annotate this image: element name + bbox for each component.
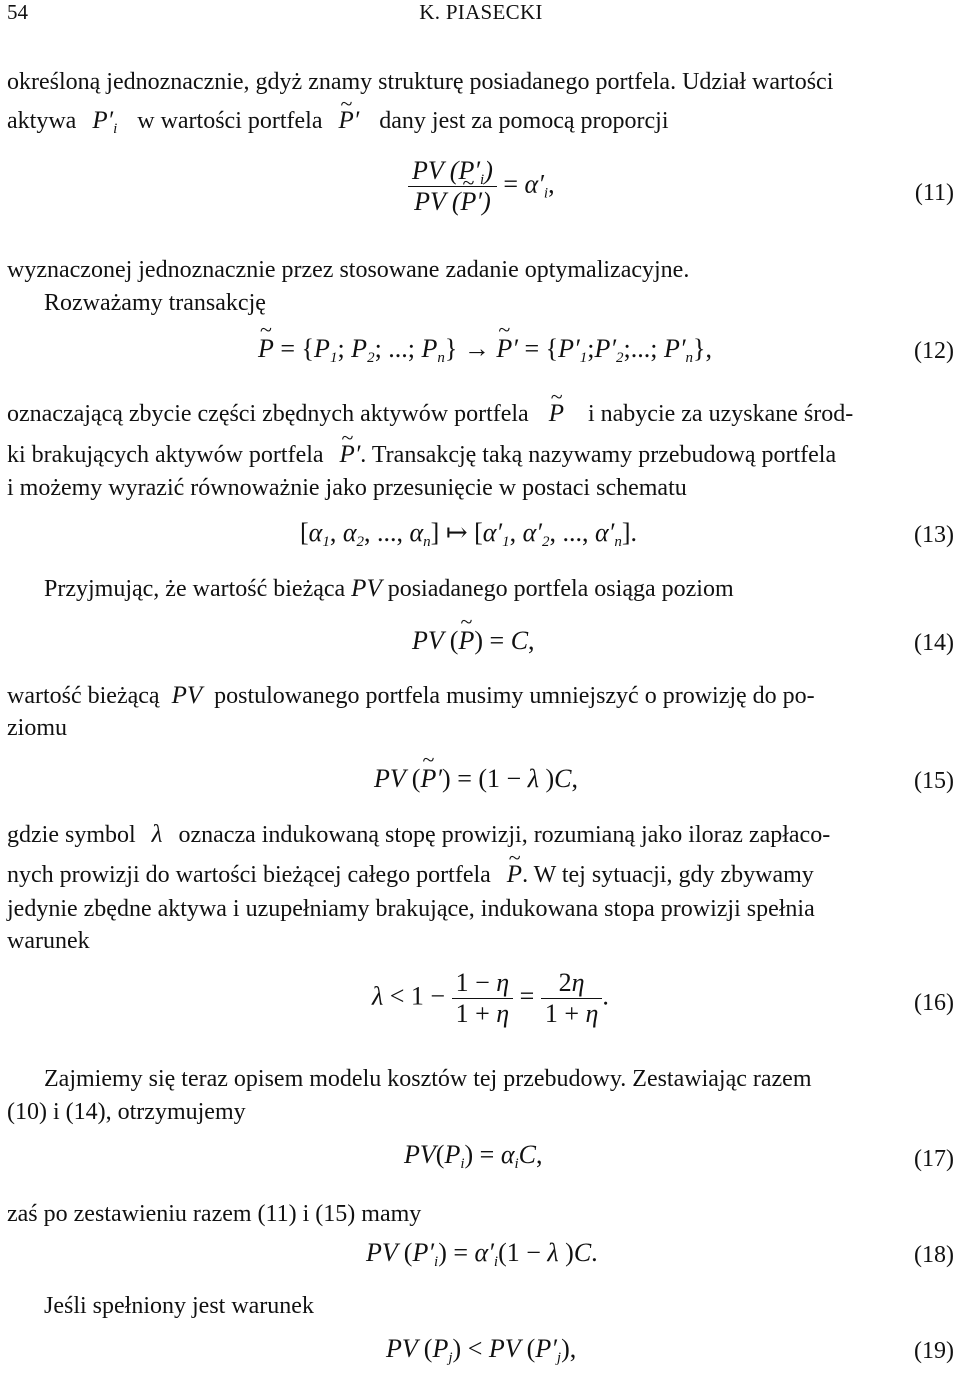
equation-number: (13) xyxy=(914,522,954,548)
text: aktywa xyxy=(7,108,77,134)
equation-12: ~ $P = \{P_1$; $P_2$; ...; $P_n$} → ~ $P' = \{P'_1;P'_2$;...; $P'_n$}, xyxy=(258,334,712,364)
equation-number: (14) xyxy=(914,630,954,656)
page-header xyxy=(7,0,955,26)
text: nych prowizji do wartości bieżącej całego portfela xyxy=(7,862,491,888)
paragraph-line: Zajmiemy się teraz opisem modelu kosztów tej przebudowy. Zestawiając razem xyxy=(44,1066,812,1092)
paragraph-line: zaś po zestawieniu razem (11) i (15) mamy xyxy=(7,1201,422,1227)
paragraph-line: warunek xyxy=(7,928,90,954)
paragraph-line: wyznaczonej jednoznacznie przez stosowane zadanie optymalizacyjne. xyxy=(7,257,690,283)
equation-number: (12) xyxy=(914,338,954,364)
paragraph-line: oznaczającą zbycie części zbędnych aktywów portfela ~ P i nabycie za uzyskane środ- xyxy=(7,398,955,430)
paragraph-line: Jeśli spełniony jest warunek xyxy=(44,1293,314,1319)
equation-13: [$\alpha_1$, $\alpha_2$, ..., $\alpha_n$] ↦ [$\alpha'_1$, $\alpha'_2$, ..., $\alpha'_n$]. xyxy=(300,518,637,550)
paragraph-line: gdzie symbol λ oznacza indukowaną stopę prowizji, rozumianą jako iloraz zapłaco- xyxy=(7,821,831,848)
text: . Transakcję taką nazywamy przebudową portfela xyxy=(360,442,837,468)
equation-number: (16) xyxy=(914,990,954,1016)
equation-19: PV $(P_j)$ < PV $(P'_j)$, xyxy=(386,1334,577,1366)
equation-number: (17) xyxy=(914,1146,954,1172)
text: w wartości portfela xyxy=(137,108,323,134)
text: dany jest za pomocą proporcji xyxy=(379,108,669,134)
text: oznacza indukowaną stopę prowizji, rozumianą jako iloraz zapłaco- xyxy=(178,822,831,848)
text: ki brakujących aktywów portfela xyxy=(7,442,324,468)
equation-14: PV (~ P) = C, xyxy=(412,626,535,656)
text: . W tej sytuacji, gdy zbywamy xyxy=(522,862,814,888)
equation-17: $PV(P_i) = \alpha_iC$, xyxy=(404,1140,543,1172)
equation-15: PV (~ P′) = (1 − λ )C, xyxy=(374,764,578,794)
text: gdzie symbol xyxy=(7,822,136,848)
text: posiadanego portfela osiąga poziom xyxy=(387,576,734,602)
paragraph-line: nych prowizji do wartości bieżącej całego portfela ~ P. W tej sytuacji, gdy zbywamy xyxy=(7,859,955,891)
paragraph-line: Rozważamy transakcję xyxy=(44,290,266,316)
paragraph-line: ki brakujących aktywów portfela ~ P′. Transakcję taką nazywamy przebudową portfela xyxy=(7,439,955,471)
paragraph-line: ziomu xyxy=(7,715,67,741)
equation-number: (18) xyxy=(914,1242,954,1268)
equation-16: λ < 1 − $\frac{1 - \eta}{1 + \eta}$ = $\frac{2\eta}{1 + \eta}$ . xyxy=(372,968,609,1028)
text: i nabycie za uzyskane środ- xyxy=(587,401,854,427)
equation-18: PV $(P'_i) = \alpha'_i(1 - \lambda$ )C. xyxy=(366,1238,598,1270)
paragraph-line: jedynie zbędne aktywa i uzupełniamy brakujące, indukowana stopa prowizji spełnia xyxy=(7,896,815,922)
paragraph-line: (10) i (14), otrzymujemy xyxy=(7,1099,246,1125)
text: Przyjmując, że wartość bieżąca xyxy=(44,576,346,602)
equation-number: (11) xyxy=(914,180,954,206)
equation-number: (19) xyxy=(914,1338,954,1364)
equation-11: $\frac{PV (P'_i)}{PV (\sim P')}$ = $\alpha'_i$, xyxy=(408,156,555,217)
paragraph-line: określoną jednoznacznie, gdyż znamy strukturę posiadanego portfela. Udział wartości xyxy=(7,69,834,95)
text: oznaczającą zbycie części zbędnych aktywów portfela xyxy=(7,401,529,427)
text: postulowanego portfela musimy umniejszyć o prowizję do po- xyxy=(214,683,815,709)
paragraph-line: Przyjmując, że wartość bieżąca PV posiadanego portfela osiąga poziom xyxy=(44,575,734,602)
page-number: 54 xyxy=(7,0,28,24)
paragraph-line: aktywa $P'_i$ w wartości portfela ~ P′ dany jest za pomocą proporcji xyxy=(7,105,955,137)
equation-number: (15) xyxy=(914,768,954,794)
text: wartość bieżącą xyxy=(7,683,160,709)
paragraph-line: wartość bieżącą PV postulowanego portfela musimy umniejszyć o prowizję do po- xyxy=(7,682,815,709)
running-title: K. PIASECKI xyxy=(419,0,543,24)
paragraph-line: i możemy wyrazić równoważnie jako przesunięcie w postaci schematu xyxy=(7,475,687,501)
